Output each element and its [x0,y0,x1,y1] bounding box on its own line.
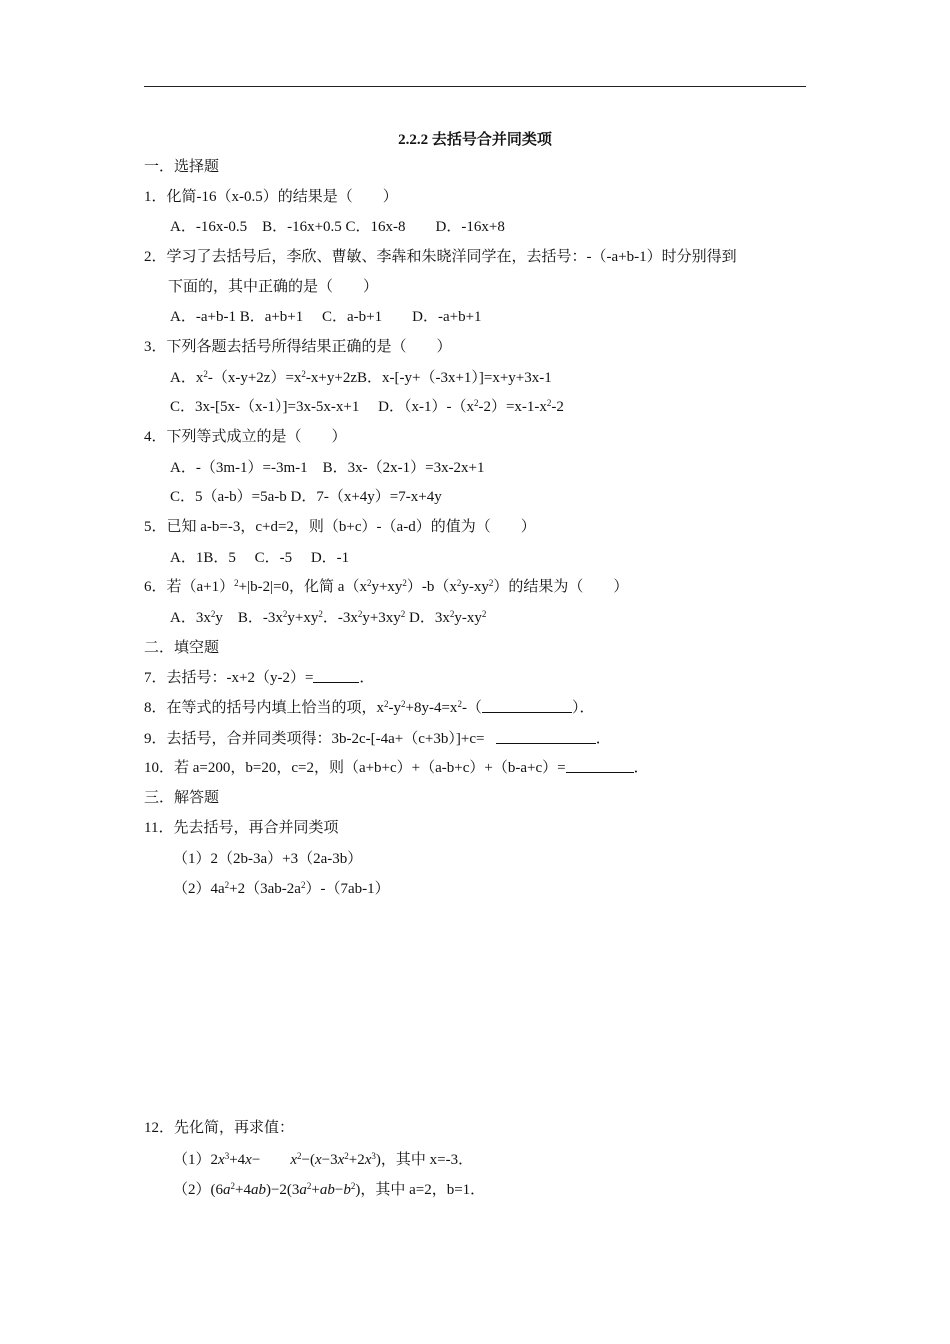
question-1-options: A．-16x-0.5 B．-16x+0.5 C．16x-8 D．-16x+8 [170,219,505,235]
question-11-part-2: $(2)4a^2+2(3ab-2a^2)-(7ab-1)$ [173,880,390,897]
question-10: 10．若 a=200，b=20，c=2，则（a+b+c）+（a-b+c）+（b-a+c）= ． [144,760,649,776]
question-5-stem: 5．已知 a-b=-3，c+d=2，则（b+c）-（a-d）的值为（ ） [144,519,536,535]
answer-blank[interactable] [313,669,359,683]
question-11-part-1: （1）2（2b-3a）+3（2a-3b） [173,851,363,867]
question-3-stem: 3．下列各题去括号所得结果正确的是（ ） [144,339,452,355]
question-3-options-cd: C．3x-[5x-（x-1）]=3x-5x-x+1 D．$(x-1)-(x^2-2)=x-1-x^2-2$ [170,398,564,415]
question-12-stem: 12．先化简，再求值： [144,1120,295,1136]
question-7: 7．去括号：-x+2（y-2）= ． [144,670,375,686]
section-heading-fill: 二．填空题 [144,640,220,656]
question-12-part-1: $(1)2x^3+4x-$ $x^2-(x-3x^2+2x^3)$，其中 x=-3． [173,1151,474,1168]
question-2-stem: 2．学习了去括号后，李欣、曹敏、李犇和朱晓洋同学在，去括号：-（-a+b-1）时分别得到 [144,249,737,265]
answer-blank[interactable] [496,730,596,744]
section-heading-choice: 一．选择题 [144,159,220,175]
question-4-options-ab: A．-（3m-1）=-3m-1 B．3x-（2x-1）=3x-2x+1 [170,460,485,476]
question-6-options: A．$3x^2y$ B．$-3x^2y+xy^2$．$-3x^2y+3xy^2$ D．$3x^2y-xy^2$ [170,609,487,626]
page-title: 2.2.2 去括号合并同类项 [398,132,552,148]
section-heading-solve: 三．解答题 [144,790,220,806]
question-4-stem: 4．下列等式成立的是（ ） [144,429,347,445]
answer-blank[interactable] [566,759,634,773]
answer-blank[interactable] [482,699,572,713]
question-4-options-cd: C．5（a-b）=5a-b D．7-（x+4y）=7-x+4y [170,489,442,505]
question-9: 9．去括号，合并同类项得：3b-2c-[-4a+（c+3b）]+c= ． [144,731,611,747]
question-2-options: A．-a+b-1 B．a+b+1 C．a-b+1 D．-a+b+1 [170,309,482,325]
question-1-stem: 1．化简-16（x-0.5）的结果是（ ） [144,189,398,205]
question-8: 8．在等式的括号内填上恰当的项，$x^2-y^2+8y-4=x^2-$（ ）． [144,699,595,716]
question-3-options-ab: A．$x^2-(x-y+2z)=x^2-x+y+2zB$．x-[-y+（-3x+1）]=x+y+3x-1 [170,369,552,386]
question-12-part-2: $(2)(6a^2+4ab)-2(3a^2+ab-b^2)$，其中 a=2，b=1． [173,1181,486,1198]
question-2-stem-cont: 下面的，其中正确的是（ ） [168,279,379,295]
header-rule [144,86,806,87]
question-11-stem: 11．先去括号，再合并同类项 [144,820,339,836]
question-6-stem: 6．若$(a+1)^2+|b-2|=0$，化简 $a(x^2y+xy^2)-b(x^2y-xy^2)$的结果为（ ） [144,578,629,595]
question-5-options: A．1B．5 C．-5 D．-1 [170,550,350,566]
